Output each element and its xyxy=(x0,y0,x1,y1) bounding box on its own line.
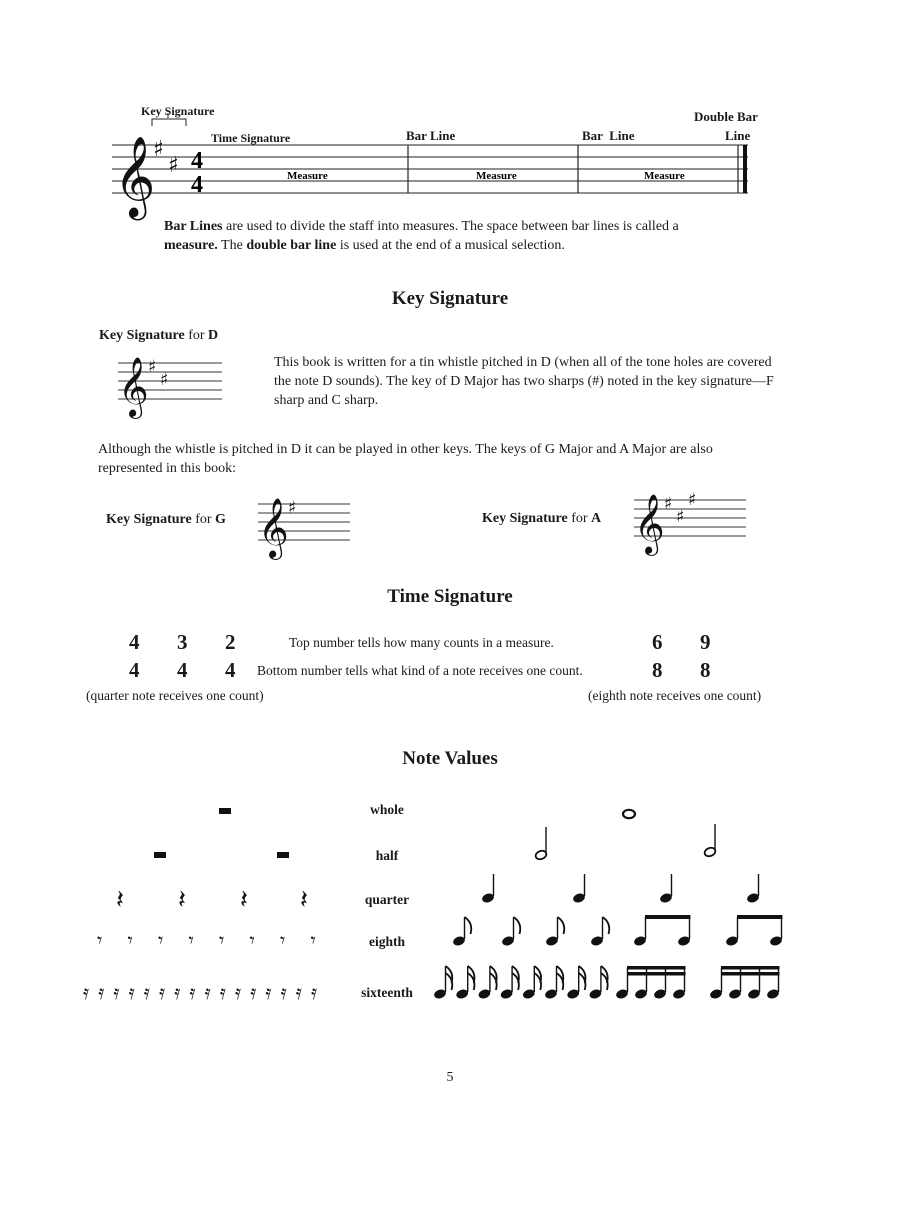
sixteenth-note-icon xyxy=(615,968,629,1000)
measure-label: Measure xyxy=(476,170,517,182)
quarter-note-count-note: (quarter note receives one count) xyxy=(86,688,264,703)
sixteenth-beam xyxy=(627,972,686,976)
quarter-rest-icon: 𝄽 xyxy=(178,885,186,915)
treble-clef-icon: 𝄞 xyxy=(118,357,149,417)
half-rest-icon xyxy=(154,852,166,858)
time-sig-6-8-top: 6 xyxy=(652,630,663,654)
sixteenth-rest-icon: 𝄿 xyxy=(265,980,272,1004)
eighth-rest-icon: 𝄾 xyxy=(188,928,194,952)
sixteenth-note-icon xyxy=(588,966,607,1000)
sixteenth-rest-icon: 𝄿 xyxy=(311,980,318,1004)
eighth-note-icon xyxy=(677,917,691,947)
page-number: 5 xyxy=(446,1070,454,1085)
sixteenth-rest-icon: 𝄿 xyxy=(143,980,150,1004)
sixteenth-note-icon xyxy=(455,966,474,1000)
note-value-label-eighth: eighth xyxy=(368,934,405,949)
time-signature-label: Time Signature xyxy=(211,131,291,145)
time-signature-heading: Time Signature xyxy=(387,586,513,607)
sixteenth-rest-icon: 𝄿 xyxy=(98,980,105,1004)
time-sig-3-4-bottom: 4 xyxy=(177,658,188,682)
sixteenth-rest-icon: 𝄿 xyxy=(128,980,135,1004)
sixteenth-note-icon xyxy=(709,968,723,1000)
half-rest-icon xyxy=(277,852,289,858)
half-note-icon xyxy=(534,827,547,861)
note-value-label-half: half xyxy=(375,848,399,863)
sixteenth-rest-icon: 𝄿 xyxy=(250,980,257,1004)
sixteenth-rest-icon: 𝄿 xyxy=(295,980,302,1004)
key-signature-g-label: Key Signature for G xyxy=(106,512,226,527)
time-sig-3-4-top: 3 xyxy=(177,630,188,654)
eighth-note-icon xyxy=(725,917,739,947)
sixteenth-rest-icon: 𝄿 xyxy=(189,980,196,1004)
sixteenth-rest-icon: 𝄿 xyxy=(159,980,166,1004)
key-signature-label: Key Signature xyxy=(141,104,215,118)
time-sig-9-8-top: 9 xyxy=(700,630,711,654)
staff-diagram xyxy=(0,0,900,230)
time-sig-6-8-bottom: 8 xyxy=(652,658,663,682)
double-bar-label-line2: Line xyxy=(725,128,751,143)
time-sig-2-4-top: 2 xyxy=(225,630,236,654)
quarter-note-icon xyxy=(481,874,495,904)
treble-clef-icon: 𝄞 xyxy=(634,494,665,554)
note-value-label-quarter: quarter xyxy=(364,892,410,907)
eighth-note-icon xyxy=(501,917,520,947)
other-keys-paragraph: Although the whistle is pitched in D it can be played in other keys. The keys of G Major and A Major are also represented in this book: xyxy=(98,442,713,476)
sixteenth-beam xyxy=(721,972,780,976)
sharp-icon: ♯ xyxy=(148,357,157,377)
key-signature-heading: Key Signature xyxy=(391,288,509,309)
sixteenth-rest-icon: 𝄿 xyxy=(204,980,211,1004)
sharp-icon: ♯ xyxy=(153,137,164,162)
sixteenth-note-icon xyxy=(477,966,496,1000)
measure-label: Measure xyxy=(644,170,685,182)
note-value-label-sixteenth: sixteenth xyxy=(361,985,413,1000)
time-sig-bottom: 4 xyxy=(191,172,203,198)
sharp-icon: ♯ xyxy=(664,494,673,514)
time-sig-9-8-bottom: 8 xyxy=(700,658,711,682)
sharp-icon: ♯ xyxy=(288,498,297,518)
sharp-icon: ♯ xyxy=(168,153,179,178)
eighth-note-icon xyxy=(769,917,783,947)
key-signature-d-label: Key Signature for D xyxy=(99,328,219,343)
eighth-note-icon xyxy=(590,917,609,947)
treble-clef-icon: 𝄞 xyxy=(114,135,156,217)
top-number-explanation: Top number tells how many counts in a measure. xyxy=(289,635,554,650)
sixteenth-note-icon xyxy=(653,968,667,1000)
sixteenth-rest-icon: 𝄿 xyxy=(113,980,120,1004)
key-d-paragraph: This book is written for a tin whistle pitched in D (when all of the tone holes are covered the note D sounds). The key of D Major has two sharps (#) noted in the key signature—F sharp and C sharp. xyxy=(274,355,774,408)
eighth-note-icon xyxy=(452,917,471,947)
sharp-icon: ♯ xyxy=(676,507,685,527)
sixteenth-note-icon xyxy=(728,968,742,1000)
eighth-note-icon xyxy=(633,917,647,947)
treble-clef-icon: 𝄞 xyxy=(258,498,289,558)
key-signature-a-label: Key Signature for A xyxy=(482,511,602,526)
sixteenth-note-icon xyxy=(566,966,585,1000)
sixteenth-rest-icon: 𝄿 xyxy=(219,980,226,1004)
half-note-icon xyxy=(703,824,716,858)
sharp-icon: ♯ xyxy=(688,490,697,510)
whole-note-icon xyxy=(623,810,635,818)
eighth-rest-icon: 𝄾 xyxy=(249,928,255,952)
quarter-rest-icon: 𝄽 xyxy=(300,885,308,915)
eighth-rest-icon: 𝄾 xyxy=(97,928,103,952)
eighth-note-count-note: (eighth note receives one count) xyxy=(588,688,762,703)
eighth-beam xyxy=(645,915,691,919)
bar-line-label-2: Bar Line xyxy=(582,128,635,143)
eighth-rest-icon: 𝄾 xyxy=(127,928,133,952)
sharp-icon: ♯ xyxy=(160,370,169,390)
note-value-label-whole: whole xyxy=(370,802,404,817)
eighth-note-icon xyxy=(545,917,564,947)
eighth-rest-icon: 𝄾 xyxy=(310,928,316,952)
sixteenth-note-icon xyxy=(522,966,541,1000)
measure-label: Measure xyxy=(287,170,328,182)
eighth-beam xyxy=(737,915,783,919)
sixteenth-beam xyxy=(721,966,780,970)
time-sig-4-4-top: 4 xyxy=(129,630,140,654)
eighth-rest-icon: 𝄾 xyxy=(219,928,225,952)
sixteenth-rest-icon: 𝄿 xyxy=(235,980,242,1004)
note-values-heading: Note Values xyxy=(402,748,498,769)
time-sig-2-4-bottom: 4 xyxy=(225,658,236,682)
quarter-note-icon xyxy=(659,874,673,904)
sixteenth-note-icon xyxy=(499,966,518,1000)
quarter-note-icon xyxy=(746,874,760,904)
bar-lines-paragraph: Bar Lines are used to divide the staff into measures. The space between bar lines is called a measure. The double bar line is used at the end of a musical selection. xyxy=(164,219,679,253)
sixteenth-beam xyxy=(627,966,686,970)
sixteenth-rest-icon: 𝄿 xyxy=(174,980,181,1004)
whole-rest-icon xyxy=(219,808,231,814)
time-sig-4-4-bottom: 4 xyxy=(129,658,140,682)
bar-line-label-1: Bar Line xyxy=(406,128,456,143)
quarter-rest-icon: 𝄽 xyxy=(240,885,248,915)
quarter-rest-icon: 𝄽 xyxy=(116,885,124,915)
quarter-note-icon xyxy=(572,874,586,904)
sixteenth-rest-icon: 𝄿 xyxy=(280,980,287,1004)
sixteenth-note-icon xyxy=(544,966,563,1000)
eighth-rest-icon: 𝄾 xyxy=(280,928,286,952)
double-bar-label: Double Bar xyxy=(694,109,758,124)
eighth-rest-icon: 𝄾 xyxy=(158,928,164,952)
bottom-number-explanation: Bottom number tells what kind of a note receives one count. xyxy=(257,663,583,678)
sixteenth-rest-icon: 𝄿 xyxy=(83,980,90,1004)
sixteenth-note-icon xyxy=(747,968,761,1000)
sixteenth-note-icon xyxy=(634,968,648,1000)
sixteenth-note-icon xyxy=(672,968,686,1000)
time-sig-top: 4 xyxy=(191,148,203,174)
sixteenth-note-icon xyxy=(766,968,780,1000)
